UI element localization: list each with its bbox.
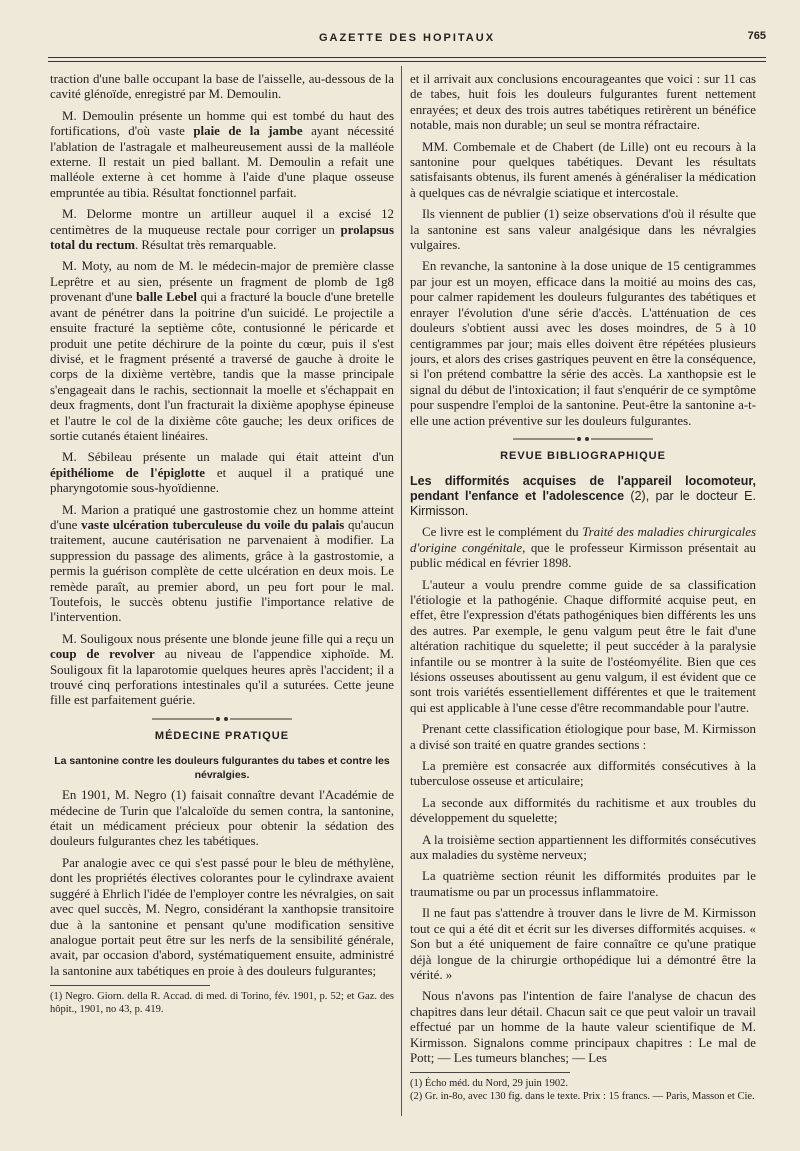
paragraph: Il ne faut pas s'attendre à trouver dans le livre de M. Kirmisson tout ce qui a été dit et écrit sur les diverses difformités acquises. « Son but a été uniquement de faire connaître ce qu'une pratique déjà longue de la chirurgie orthopédique lui a démontré être la vérité. » <box>410 906 756 982</box>
paragraph: En revanche, la santonine à la dose unique de 15 centigrammes par jour est un moyen, efficace dans la moitié au moins des cas, pour calmer rapidement les douleurs fulgurantes des tabétiques et enrayer l'évolution d'une série d'accès. L'atténuation de ces douleurs s'obtient aussi avec les doses moindres, de 5 à 10 centigrammes par jour; mais elles doivent être répétées plusieurs jours, et alors des crises gastriques peuvent en être la conséquence, si l'on prétend combattre la série des accès. La xanthopsie est le signal du début de l'intoxication; il faut s'enquérir de ce symptôme pour suspendre l'emploi de la santonine. Peut-être la santonine a-t-elle une action préventive sur les douleurs fulgurantes. <box>410 259 756 428</box>
footnote: (1) Negro. Giorn. della R. Accad. di med. di Torino, fév. 1901, p. 52; et Gaz. des hôpit., 1901, no 43, p. 419. <box>50 991 394 1016</box>
page-header <box>48 30 766 60</box>
paragraph: M. Sébileau présente un malade qui était atteint d'un épithéliome de l'épiglotte et auquel il a pratiqué une pharyngotomie sous-hyoïdienne. <box>50 450 394 496</box>
paragraph: La seconde aux difformités du rachitisme et aux troubles du développement du squelette; <box>410 795 756 826</box>
paragraph: Ils viennent de publier (1) seize observations d'où il résulte que la santonine est sans valeur analgésique dans les névralgies vulgaires. <box>410 207 756 253</box>
paragraph: Ce livre est le complément du Traité des maladies chirurgicales d'origine congénitale, que le professeur Kirmisson présentait au public médical en février 1898. <box>410 525 756 571</box>
paragraph: La première est consacrée aux difformités consécutives à la tuberculose osseuse et articulaire; <box>410 759 756 789</box>
column-divider <box>401 66 402 1116</box>
paragraph: M. Moty, au nom de M. le médecin-major de première classe Leprêtre et au sien, présente un fragment de plomb de 1g8 provenant d'une balle Lebel qui a fracturé la boucle d'une bretelle avant de pénétrer dans la poitrine d'un suicidé. Le projectile a ensuite fracturé la septième côte, contusionné le péricarde et produit une petite déchirure de la pointe du cœur, puis il s'est divisé, et le fragment présenté a traversé de gauche à droite le corps de la dixième vertèbre, tandis que la masse principale s'engageait dans le rachis, sectionnait la moelle et s'échappait en deux fragments, dont l'un fracturait la dixième apophyse épineuse et l'autre le col de la dixième côte gauche; les deux orifices de sortie cutanés étaient linéaires. <box>50 259 394 443</box>
paragraph: Par analogie avec ce qui s'est passé pour le bleu de méthylène, dont les propriétés électives colorantes pour le cylindraxe avaient suggéré à Ehrlich l'idée de l'employer contre les névralgies, on sait avec quel succès, M. Negro, considérant la xanthopsie transitoire due à la santonine et pensant qu'une modification sensitive analogue portait peut être sur les nerfs de la sensibilité générale, avait, par occasion d'abord, systématiquement ensuite, administré la santonine aux tabétiques en proie à des douleurs fulgurantes; <box>50 855 394 978</box>
paragraph: traction d'une balle occupant la base de l'aisselle, au-dessous de la cavité glénoïde, enregistré par M. Demoulin. <box>50 72 394 102</box>
section-title: MÉDECINE PRATIQUE <box>154 729 290 742</box>
header-rule <box>48 57 766 58</box>
book-title: Les difformités acquises de l'appareil locomoteur, pendant l'enfance et l'adolescence (2), par le docteur E. Kirmisson. <box>410 474 756 519</box>
ornament-divider <box>513 435 653 443</box>
journal-title: GAZETTE DES HOPITAUX <box>318 32 496 44</box>
paragraph: M. Marion a pratiqué une gastrostomie chez un homme atteint d'une vaste ulcération tuberculeuse du voile du palais qu'aucun traitement, aucune cautérisation ne parvenaient à modifier. La suppression du passage des aliments, grâce à la gastrostomie, a permis la guérison complète de cette ulcération en deux mois. Le remède paraît, au premier abord, un peu fort pour le mal. Toutefois, le succès obtenu justifie l'importance relative de l'intervention. <box>50 502 394 625</box>
footnote: (2) Gr. in-8o, avec 130 fig. dans le texte. Prix : 15 francs. — Paris, Masson et Cie. <box>410 1091 755 1103</box>
header-rule-secondary <box>48 61 766 62</box>
paragraph: M. Souligoux nous présente une blonde jeune fille qui a reçu un coup de revolver au niveau de l'appendice xiphoïde. M. Souligoux fit la laparotomie quelques heures après l'accident; il a trouvé cinq perforations intestinales qu'il a suturées. Cette jeune fille est parfaitement guérie. <box>50 631 394 708</box>
paragraph: En 1901, M. Negro (1) faisait connaître devant l'Académie de médecine de Turin que l'alcaloïde du semen contra, la santonine, était un médicament précieux pour obtenir la sédation des douleurs fulgurantes chez les tabétiques. <box>50 788 394 849</box>
paragraph: MM. Combemale et de Chabert (de Lille) ont eu recours à la santonine pour quelques tabétiques. Devant les résultats satisfaisants obtenus, ils furent amenés à généraliser la médication à quelques cas de névralgie sciatique et intercostale. <box>410 139 756 200</box>
paragraph: Prenant cette classification étiologique pour base, M. Kirmisson a divisé son traité en quatre grandes sections : <box>410 722 756 752</box>
article-subtitle: La santonine contre les douleurs fulgurantes du tabes et contre les névralgies. <box>54 755 390 782</box>
paragraph: et il arrivait aux conclusions encourageantes que voici : sur 11 cas de tabes, huit fois les douleurs fulgurantes furent nettement enrayées; et deux des trois autres tabétiques retirèrent un bénéfice notable, mais non durable; un seul se montra réfractaire. <box>410 72 756 133</box>
paragraph: L'auteur a voulu prendre comme guide de sa classification l'étiologie et la pathogénie. Chaque difformité acquise peut, en effet, être l'expression d'états pathogéniques bien différents les uns des autres. Par exemple, le genu valgum peut être le fait d'une altération rachitique du squelette; il peut succéder à la paralysie infantile ou se montrer à la suite de l'ostéomyélite. Bien que ces lésions osseuses aboutissent au genu valgum, il est évident que ce sont trois variétés essentiellement différentes et que le traitement qui est applicable à l'une cesse d'être recommandable pour l'autre. <box>410 577 756 715</box>
paragraph: A la troisième section appartiennent les difformités consécutives aux maladies du système nerveux; <box>410 832 756 863</box>
page-number: 765 <box>747 30 766 42</box>
paragraph: La quatrième section réunit les difformités produites par le traumatisme ou par un processus inflammatoire. <box>410 869 756 899</box>
right-column <box>410 72 756 1112</box>
ornament-divider <box>152 715 292 723</box>
paragraph: Nous n'avons pas l'intention de faire l'analyse de chacun des chapitres dans leur détail. Chacun sait ce que peut valoir un travail effectué par un homme de la haute valeur scientifique de M. Kirmisson. Signalons comme principaux chapitres : Le mal de Pott; — Les tumeurs blanches; — Les <box>410 989 756 1065</box>
footnote: (1) Écho méd. du Nord, 29 juin 1902. <box>410 1078 569 1090</box>
paragraph: M. Delorme montre un artilleur auquel il a excisé 12 centimètres de la muqueuse rectale pour corriger un prolapsus total du rectum. Résultat très remarquable. <box>50 207 394 253</box>
left-column <box>50 72 394 1112</box>
paragraph: M. Demoulin présente un homme qui est tombé du haut des fortifications, d'où vaste plaie de la jambe ayant nécessité l'ablation de l'astragale et malheureusement aussi de la malléole externe. Il restait un pied ballant. M. Demoulin a refait une malléole externe à cet homme à l'aide d'une plaque osseuse empruntée au tibia. Résultat fonctionnel parfait. <box>50 108 394 200</box>
section-title: REVUE BIBLIOGRAPHIQUE <box>500 449 666 462</box>
